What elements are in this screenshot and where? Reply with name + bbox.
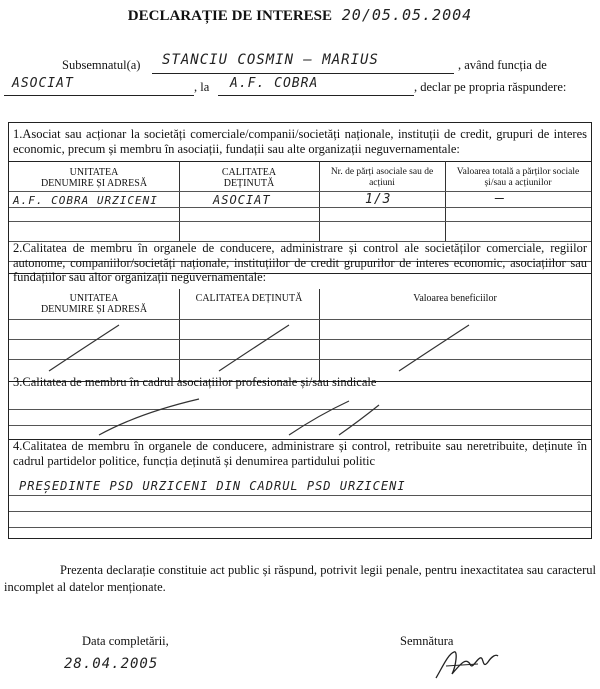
declarant-function: ASOCIAT — [12, 76, 74, 91]
closing-statement: Prezenta declarație constituie act public și răspund, potrivit legii penale, pentru inexactitatea sau caracterul incomplet al datelor menționate. — [4, 563, 596, 594]
date-label: Data completării, — [82, 634, 169, 648]
s1-row-shares: 1/3 — [365, 192, 392, 207]
s1-col-valoare: Valoarea totală a părților sociale și/sau a acțiunilor — [456, 167, 580, 188]
date-value: 28.04.2005 — [64, 656, 159, 672]
section2-text: 2.Calitatea de membru în organele de conducere, administrare și control ale societăților comerciale, regiilor autonome, companiilor/societăți naționale, instituțiilor de credit grupurilor de interes economic, asociațiilor sau fundațiilor sau altor organizații neguvernamentale: — [13, 241, 587, 284]
section2-table — [9, 289, 591, 381]
title-date: 20/05.05.2004 — [341, 6, 473, 24]
label-declar: , declar pe propria răspundere: — [414, 80, 567, 94]
declarant-institution: A.F. COBRA — [230, 76, 319, 91]
section3-text: 3.Calitatea de membru în cadrul asociațiilor profesionale și/sau sindicale — [13, 375, 377, 389]
signature-label: Semnătura — [400, 634, 454, 648]
name-underline — [152, 73, 454, 74]
declarant-name: STANCIU COSMIN – MARIUS — [162, 52, 379, 68]
label-subsemnat: Subsemnatul(a) — [62, 58, 141, 72]
s1-row-quality: ASOCIAT — [213, 193, 271, 207]
title-text: DECLARAȚIE DE INTERESE — [127, 8, 333, 24]
s2-col-unitatea: UNITATEA DENUMIRE ȘI ADRESĂ — [40, 293, 148, 315]
institution-underline — [218, 95, 414, 96]
s3-strike-marks — [9, 391, 591, 441]
section3-area — [9, 391, 591, 441]
signature — [432, 644, 502, 684]
function-underline — [4, 95, 194, 96]
s1-col-unitatea: UNITATEA DENUMIRE ȘI ADRESĂ — [40, 167, 148, 189]
label-la: , la — [194, 80, 210, 94]
document-title — [0, 6, 600, 25]
s1-row-unit: A.F. COBRA URZICENI — [13, 194, 158, 207]
s4-entry: PREȘEDINTE PSD URZICENI DIN CADRUL PSD URZICENI — [19, 479, 406, 493]
section4-text: 4.Calitatea de membru în organele de conducere, administrare și control, retribuite sau neretribuite, deținute în cadrul partidelor politice, funcția deținută și denumirea partidului politic — [13, 439, 587, 468]
s1-row-value: — — [495, 191, 504, 206]
declaration-form — [8, 122, 592, 539]
s2-strike-marks — [9, 289, 591, 381]
s1-col-calitatea: CALITATEA DEȚINUTĂ — [221, 167, 277, 189]
s2-col-calitatea: CALITATEA DEȚINUTĂ — [195, 293, 303, 304]
label-functia: , având funcția de — [458, 58, 547, 72]
s1-col-parti: Nr. de părți asociale sau de acțiuni — [330, 167, 434, 188]
s2-col-valoarea: Valoarea beneficiilor — [413, 293, 497, 304]
section1-text: 1.Asociat sau acționar la societăți comerciale/companii/societăți naționale, instituții de credit, grupuri de interes economic, precum și membru în asociații, fundații sau alte organizații neguvernamentale: — [13, 127, 587, 156]
